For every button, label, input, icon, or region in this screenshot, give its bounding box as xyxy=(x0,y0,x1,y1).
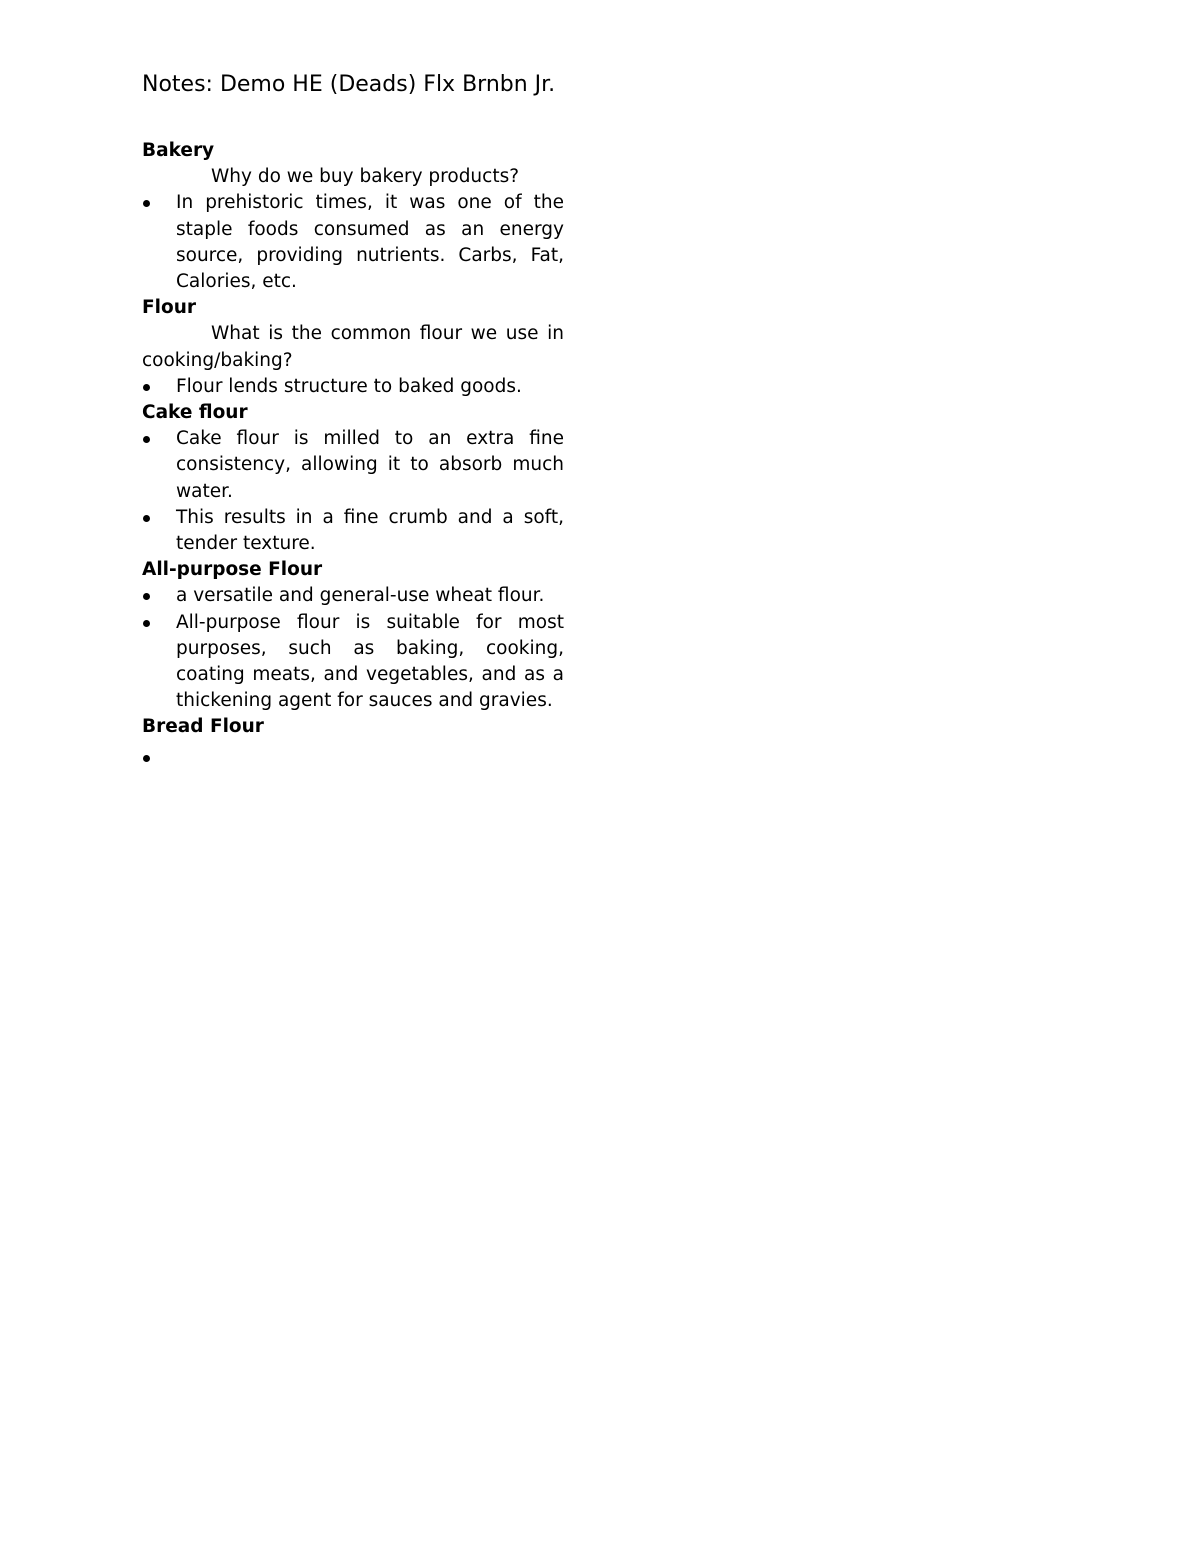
list-item: This results in a fine crumb and a soft, tender texture. xyxy=(142,505,564,557)
section-heading-bakery: Bakery xyxy=(142,140,215,161)
bullet-list-flour xyxy=(142,374,564,400)
bullet-list-all-purpose-flour xyxy=(142,583,564,714)
document-title: Notes: Demo HE (Deads) Flx Brnbn Jr. xyxy=(142,72,556,97)
list-item: Cake flour is milled to an extra fine consistency, allowing it to absorb much water. xyxy=(142,426,564,505)
list-item: All-purpose flour is suitable for most purposes, such as baking, cooking, coating meats, and vegetables, and as a thickening agent for sauces and gravies. xyxy=(142,610,564,715)
section-heading-bread-flour: Bread Flour xyxy=(142,716,264,738)
section-heading-flour: Flour xyxy=(142,297,196,319)
list-item[interactable] xyxy=(142,741,564,769)
list-item: a versatile and general-use wheat flour. xyxy=(142,583,564,609)
bullet-list-bread-flour xyxy=(142,741,564,769)
document-body xyxy=(142,138,564,769)
section-flour xyxy=(142,295,564,400)
section-all-purpose-flour xyxy=(142,557,564,714)
section-bread-flour xyxy=(142,714,564,768)
bullet-list-bakery xyxy=(142,190,564,295)
list-item: Flour lends structure to baked goods. xyxy=(142,374,564,400)
question-flour: What is the common flour we use in cooking/baking? xyxy=(142,323,564,371)
section-cake-flour xyxy=(142,400,564,557)
question-bakery: Why do we buy bakery products? xyxy=(211,166,520,188)
bullet-list-cake-flour xyxy=(142,426,564,557)
section-heading-all-purpose-flour: All-purpose Flour xyxy=(142,559,323,581)
list-item: In prehistoric times, it was one of the staple foods consumed as an energy source, providing nutrients. Carbs, Fat, Calories, etc. xyxy=(142,190,564,295)
section-bakery xyxy=(142,138,564,295)
section-heading-cake-flour: Cake flour xyxy=(142,402,248,424)
